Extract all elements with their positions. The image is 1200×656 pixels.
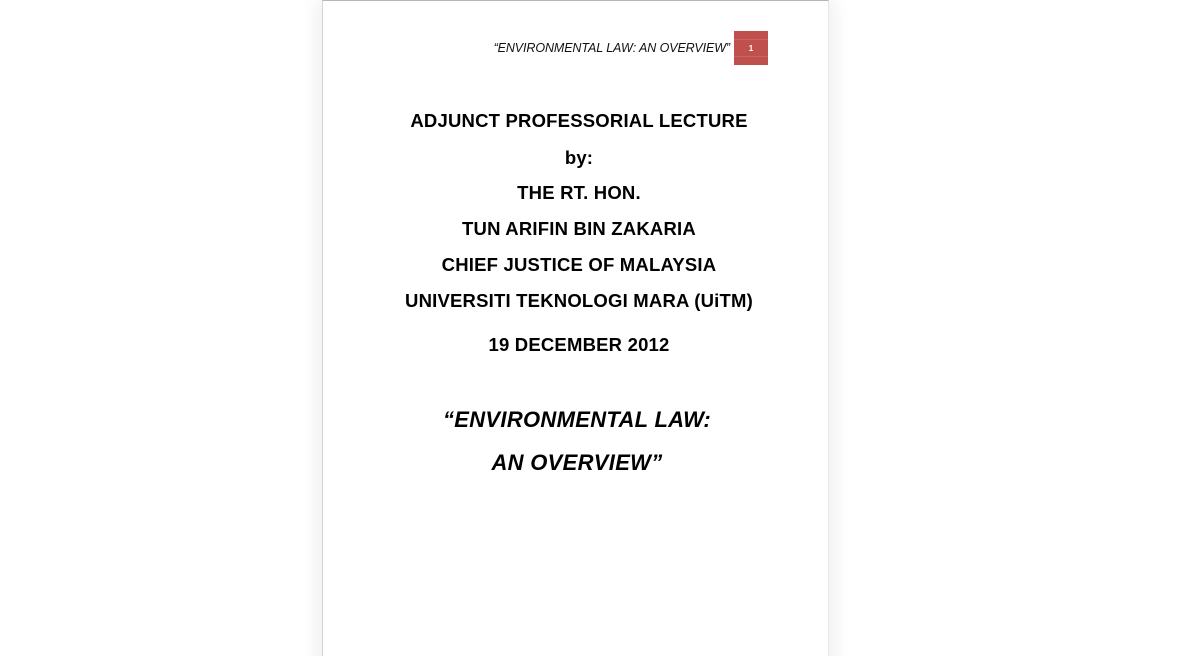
honorific: THE RT. HON.: [517, 182, 641, 203]
header-title: “ENVIRONMENTAL LAW: AN OVERVIEW”: [493, 41, 730, 55]
speaker-title: CHIEF JUSTICE OF MALAYSIA: [441, 254, 717, 275]
document-page: [322, 0, 829, 656]
lecture-date: 19 DECEMBER 2012: [488, 334, 670, 355]
lecture-title-line-2: AN OVERVIEW”: [491, 450, 663, 475]
lecture-title-line-1: “ENVIRONMENTAL LAW:: [442, 407, 712, 432]
speaker-name: TUN ARIFIN BIN ZAKARIA: [462, 218, 696, 239]
by-label: by:: [564, 147, 594, 168]
page-number-badge: [734, 31, 768, 65]
venue: UNIVERSITI TEKNOLOGI MARA (UiTM): [405, 290, 753, 311]
running-header: [323, 31, 768, 65]
page-number: 1: [748, 43, 754, 53]
lecture-type: ADJUNCT PROFESSORIAL LECTURE: [410, 110, 748, 131]
